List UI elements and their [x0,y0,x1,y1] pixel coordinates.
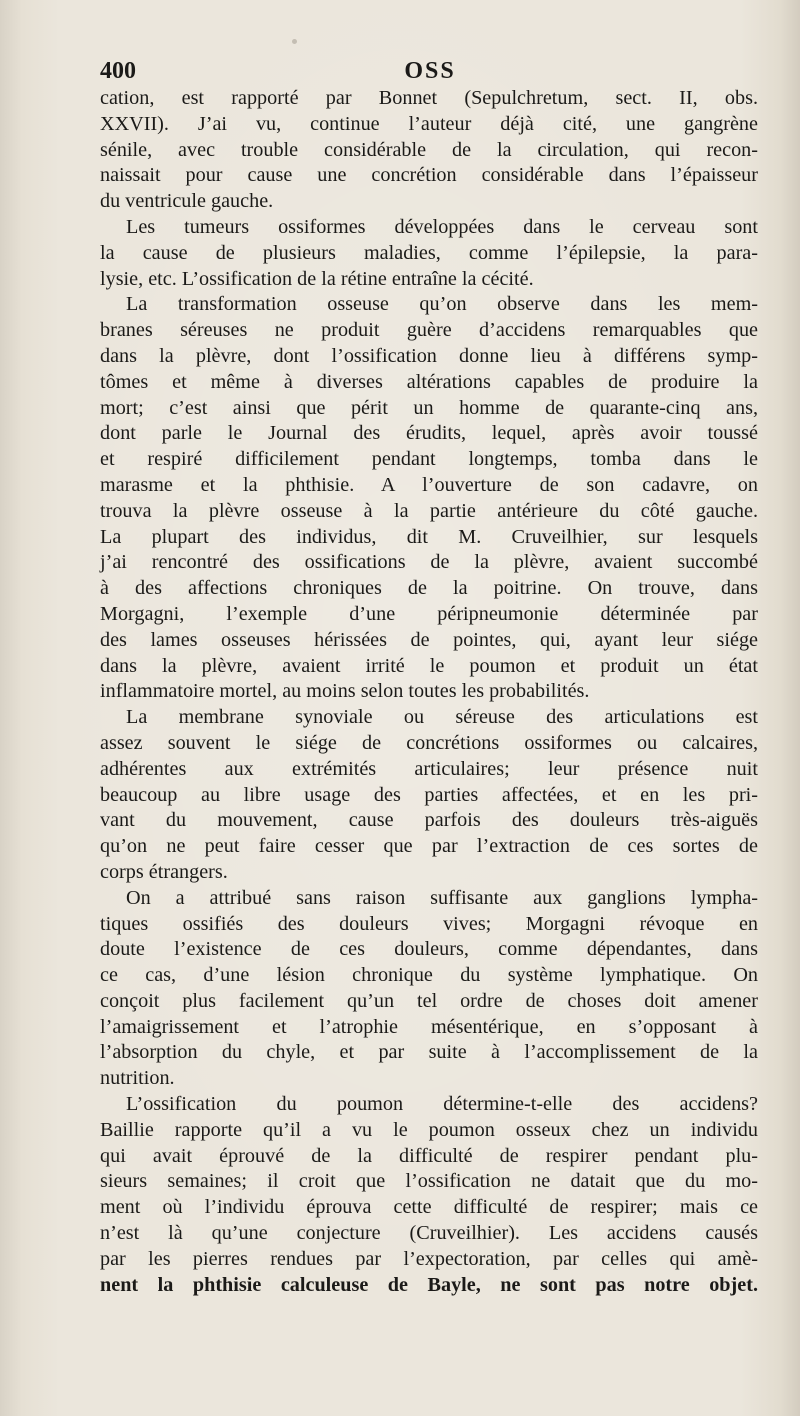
body-text [100,86,758,1298]
text-line: l’amaigrissement et l’atrophie mésentérique, en s’opposant à [100,1015,758,1038]
text-line: nent la phthisie calculeuse de Bayle, ne sont pas notre objet. [100,1273,758,1296]
text-line: tômes et même à diverses altérations capables de produire la [100,370,758,393]
text-line: Les tumeurs ossiformes développées dans le cerveau sont [126,215,758,238]
text-line: et respiré difficilement pendant longtemps, tomba dans le [100,448,758,471]
text-line: des lames osseuses hérissées de pointes, qui, ayant leur siége [100,628,758,651]
text-line: corps étrangers. [100,860,228,883]
text-line: Baillie rapporte qu’il a vu le poumon osseux chez un individu [100,1118,758,1141]
ink-speck [292,39,297,44]
text-line: ce cas, d’une lésion chronique du système lymphatique. On [100,964,758,987]
text-line: cation, est rapporté par Bonnet (Sepulchretum, sect. II, obs. [100,87,758,109]
text-line: qui avait éprouvé de la difficulté de respirer pendant plu- [100,1144,758,1167]
text-line: branes séreuses ne produit guère d’accidens remarquables que [100,319,758,342]
text-line: beaucoup au libre usage des parties affectées, et en les pri- [100,783,758,806]
text-line: sieurs semaines; il croit que l’ossification ne datait que du mo- [100,1170,758,1193]
text-line: marasme et la phthisie. A l’ouverture de son cadavre, on [100,473,758,496]
text-line: inflammatoire mortel, au moins selon toutes les probabilités. [100,680,590,703]
text-line: sénile, avec trouble considérable de la circulation, qui recon- [100,138,758,161]
text-line: du ventricule gauche. [100,190,274,213]
text-line: On a attribué sans raison suffisante aux ganglions lympha- [126,886,758,909]
text-line: naissait pour cause une concrétion considérable dans l’épaisseur [100,164,758,187]
text-line: lysie, etc. L’ossification de la rétine entraîne la cécité. [100,267,534,290]
text-line: tiques ossifiés des douleurs vives; Morgagni révoque en [100,912,758,935]
text-line: vant du mouvement, cause parfois des douleurs très-aiguës [100,809,758,832]
text-line: assez souvent le siége de concrétions ossiformes ou calcaires, [100,731,758,754]
text-line: XXVII). J’ai vu, continue l’auteur déjà cité, une gangrène [100,112,758,135]
page-header [100,55,760,87]
text-line: Morgagni, l’exemple d’une péripneumonie déterminée par [100,602,758,625]
text-line: ment où l’individu éprouva cette difficulté de respirer; mais ce [100,1196,758,1219]
text-line: l’absorption du chyle, et par suite à l’accomplissement de la [100,1041,758,1064]
text-line: par les pierres rendues par l’expectoration, par celles qui amè- [100,1247,758,1270]
text-line: dans la plèvre, avaient irrité le poumon et produit un état [100,654,758,677]
text-line: La membrane synoviale ou séreuse des articulations est [126,706,758,729]
running-head: OSS [404,58,456,84]
text-line: La transformation osseuse qu’on observe dans les mem- [126,293,758,316]
text-line: qu’on ne peut faire cesser que par l’extraction de ces sortes de [100,835,758,858]
text-line: j’ai rencontré des ossifications de la plèvre, avaient succombé [100,551,758,574]
text-line: n’est là qu’une conjecture (Cruveilhier). Les accidens causés [100,1222,758,1245]
text-line: adhérentes aux extrémités articulaires; leur présence nuit [100,757,758,780]
text-line: conçoit plus facilement qu’un tel ordre de choses doit amener [100,989,758,1012]
page-number: 400 [100,58,136,84]
text-line: L’ossification du poumon détermine-t-elle des accidens? [126,1093,758,1116]
text-line: La plupart des individus, dit M. Cruveilhier, sur lesquels [100,525,758,548]
text-line: mort; c’est ainsi que périt un homme de quarante-cinq ans, [100,396,758,419]
ink-speck [104,1158,108,1162]
text-line: à des affections chroniques de la poitrine. On trouve, dans [100,577,758,600]
text-line: la cause de plusieurs maladies, comme l’épilepsie, la para- [100,241,758,264]
text-line: trouva la plèvre osseuse à la partie antérieure du côté gauche. [100,499,758,522]
text-line: dont parle le Journal des érudits, lequel, après avoir toussé [100,422,758,445]
text-line: nutrition. [100,1067,175,1090]
text-line: dans la plèvre, dont l’ossification donne lieu à différens symp- [100,344,758,367]
text-line: doute l’existence de ces douleurs, comme dépendantes, dans [100,938,758,961]
